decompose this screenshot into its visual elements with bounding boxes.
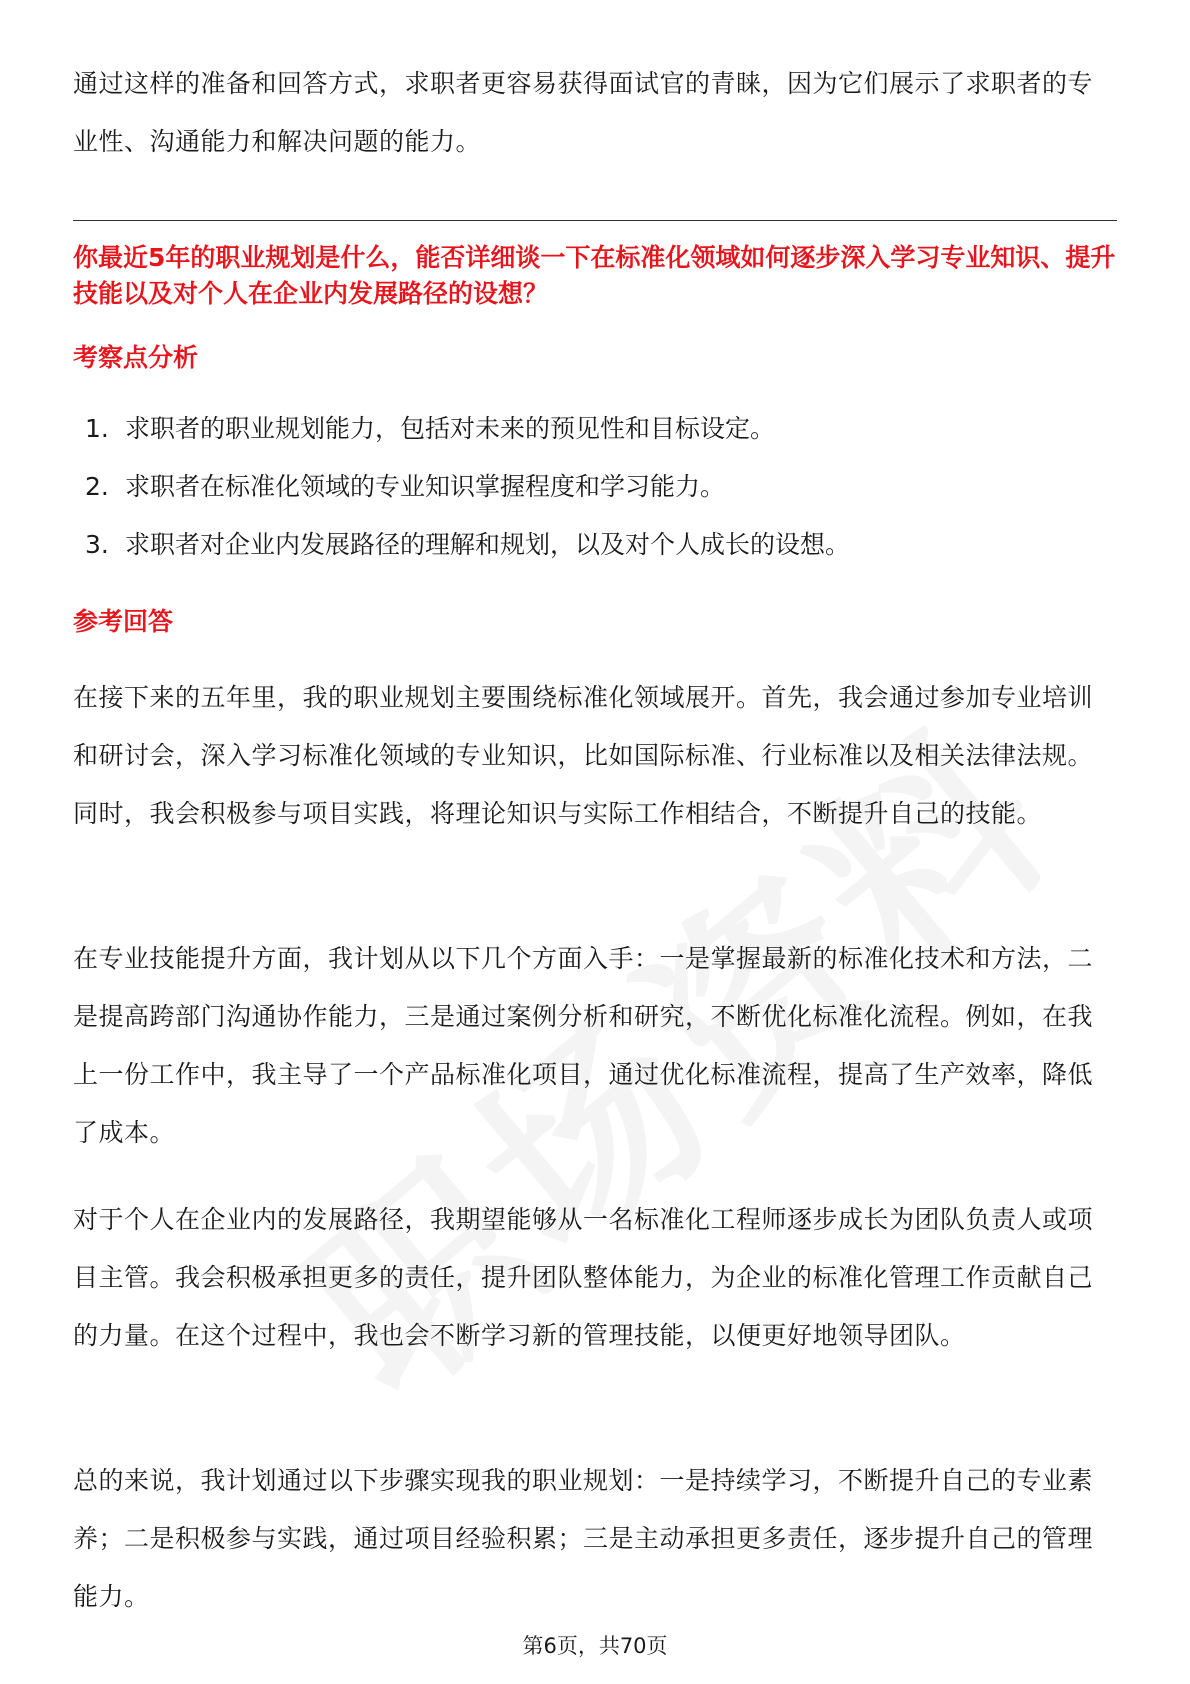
interview-question: 你最近5年的职业规划是什么，能否详细谈一下在标准化领域如何逐步深入学习专业知识、提升技能以及对个人在企业内发展路径的设想？ bbox=[73, 243, 1116, 308]
answer-paragraph: 总的来说，我计划通过以下步骤实现我的职业规划：一是持续学习，不断提升自己的专业素养；二是积极参与实践，通过项目经验积累；三是主动承担更多责任，逐步提升自己的管理能力。 bbox=[73, 1466, 1094, 1611]
list-text: 求职者的职业规划能力，包括对未来的预见性和目标设定。 bbox=[125, 414, 776, 443]
page-footer: 第6页，共70页 bbox=[522, 1634, 668, 1658]
list-text: 求职者在标准化领域的专业知识掌握程度和学习能力。 bbox=[125, 472, 726, 501]
list-item bbox=[85, 458, 850, 516]
intro-paragraph: 通过这样的准备和回答方式，求职者更容易获得面试官的青睐，因为它们展示了求职者的专业性、沟通能力和解决问题的能力。 bbox=[73, 69, 1094, 156]
analysis-heading: 考察点分析 bbox=[73, 343, 199, 372]
analysis-list bbox=[85, 400, 850, 574]
answer-paragraph: 对于个人在企业内的发展路径，我期望能够从一名标准化工程师逐步成长为团队负责人或项目主管。我会积极承担更多的责任，提升团队整体能力，为企业的标准化管理工作贡献自己的力量。在这个过程中，我也会不断学习新的管理技能，以便更好地领导团队。 bbox=[73, 1205, 1094, 1350]
list-item bbox=[85, 516, 850, 574]
list-number: 2. bbox=[85, 472, 109, 501]
section-divider bbox=[73, 220, 1117, 221]
answer-heading: 参考回答 bbox=[73, 607, 174, 636]
list-item bbox=[85, 400, 850, 458]
answer-paragraph: 在专业技能提升方面，我计划从以下几个方面入手：一是掌握最新的标准化技术和方法，二是提高跨部门沟通协作能力，三是通过案例分析和研究，不断优化标准化流程。例如，在我上一份工作中，我主导了一个产品标准化项目，通过优化标准流程，提高了生产效率，降低了成本。 bbox=[73, 944, 1094, 1147]
list-text: 求职者对企业内发展路径的理解和规划，以及对个人成长的设想。 bbox=[125, 530, 851, 559]
list-number: 1. bbox=[85, 414, 109, 443]
answer-paragraph: 在接下来的五年里，我的职业规划主要围绕标准化领域展开。首先，我会通过参加专业培训和研讨会，深入学习标准化领域的专业知识，比如国际标准、行业标准以及相关法律法规。同时，我会积极参与项目实践，将理论知识与实际工作相结合，不断提升自己的技能。 bbox=[73, 683, 1094, 828]
list-number: 3. bbox=[85, 530, 109, 559]
